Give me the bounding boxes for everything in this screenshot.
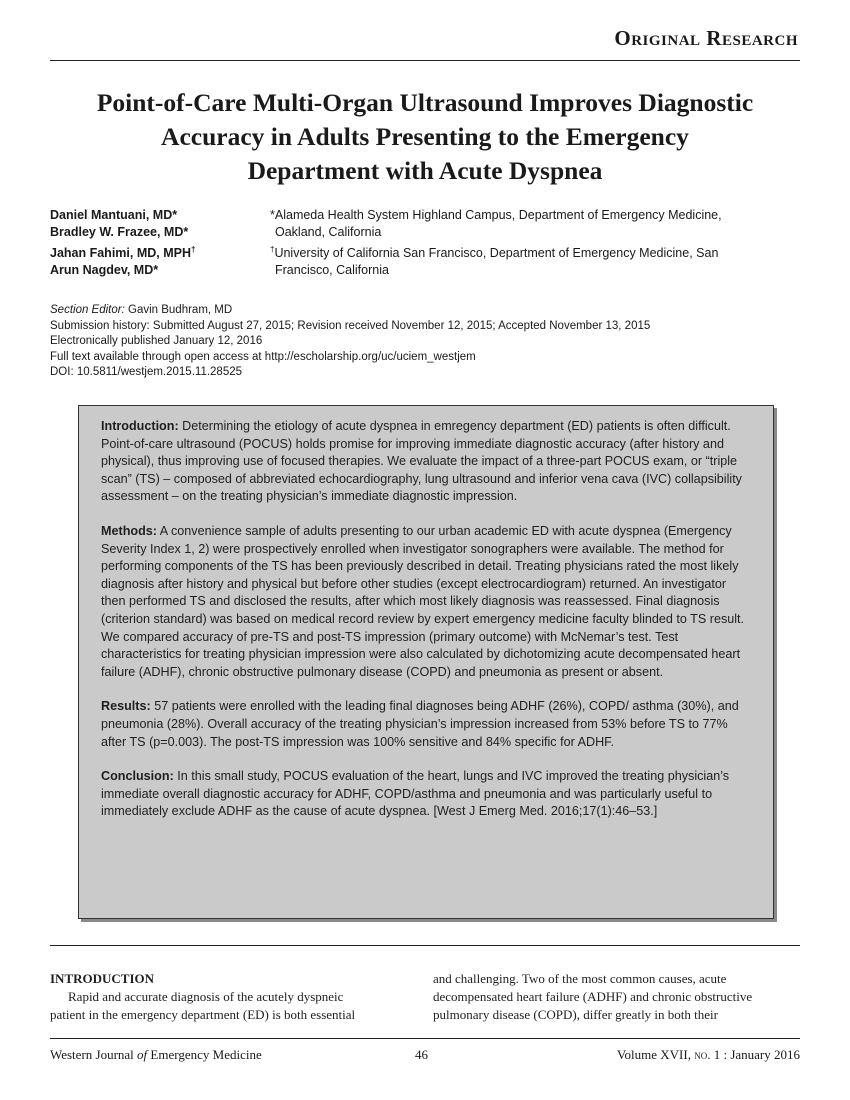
title-line: Point-of-Care Multi-Organ Ultrasound Improves Diagnostic xyxy=(96,88,754,117)
author: Jahan Fahimi, MD, MPH† xyxy=(50,245,196,261)
body-column-right xyxy=(433,970,778,1024)
top-divider xyxy=(50,60,800,61)
page-number: 46 xyxy=(415,1047,428,1062)
title-line: Department with Acute Dyspnea xyxy=(247,156,603,185)
abstract-methods: Methods: A convenience sample of adults presenting to our urban academic ED with acute dyspnea (Emergency Severity Index 1, 2) were prospectively enrolled when investigator sonographers were available. The method for performing components of the TS has been previously described in detail. Treating physicians rated the most likely diagnosis after history and physical but before other studies (except electrocardiogram) returned. An investigator then performed TS and disclosed the results, after which most likely diagnosis was reassessed. Final diagnosis (criterion standard) was based on medical record review by expert emergency medicine faculty blinded to TS result. We compared accuracy of pre-TS and post-TS impression (primary outcome) with McNemar’s test. Test characteristics for treating physician impression were also calculated by dichotomizing acute decompensated heart failure (ADHF), chronic obstructive pulmonary disease (COPD) and pneumonia as present or absent. xyxy=(101,523,745,679)
introduction-heading: INTRODUCTION xyxy=(50,971,155,986)
body-text-line: decompensated heart failure (ADHF) and chronic obstructive xyxy=(433,989,753,1004)
article-metadata xyxy=(50,303,800,381)
abstract-box xyxy=(78,405,774,919)
submission-history: Submission history: Submitted August 27, 2015; Revision received November 12, 2015; Accepted November 13, 2015 xyxy=(50,319,651,332)
journal-name: Western Journal of Emergency Medicine xyxy=(50,1047,262,1062)
affiliation: *Alameda Health System Highland Campus, Department of Emergency Medicine, xyxy=(270,208,722,222)
doi[interactable]: DOI: 10.5811/westjem.2015.11.28525 xyxy=(50,366,243,378)
abstract-conclusion: Conclusion: In this small study, POCUS evaluation of the heart, lungs and IVC improved the treating physician’s immediate overall diagnostic accuracy for ADHF, COPD/asthma and pneumonia and was particularly useful to immediately exclude ADHF as the cause of acute dyspnea. [West J Emerg Med. 2016;17(1):46–53.] xyxy=(101,769,730,819)
volume-info: Volume XVII, no. 1 : January 2016 xyxy=(616,1047,800,1062)
abstract-results: Results: 57 patients were enrolled with the leading final diagnoses being ADHF (26%), COPD/ asthma (30%), and pneumonia (28%). Overall accuracy of the treating physician’s impression increased from 53% before TS to 77% after TS (p=0.003). The post-TS impression was 100% sensitive and 84% specific for ADHF. xyxy=(101,699,739,749)
affiliation: †University of California San Francisco, Department of Emergency Medicine, San xyxy=(270,245,719,261)
section-editor: Section Editor: Gavin Budhram, MD xyxy=(50,304,233,316)
affiliation-list xyxy=(270,207,800,279)
footer-divider xyxy=(50,1038,800,1039)
body-column-left xyxy=(50,970,395,1024)
body-text-line: Rapid and accurate diagnosis of the acutely dyspneic xyxy=(68,989,344,1004)
published-date: Electronically published January 12, 2016 xyxy=(50,335,263,347)
affiliation-continued: Oakland, California xyxy=(275,225,382,239)
title-line: Accuracy in Adults Presenting to the Emergency xyxy=(161,122,689,151)
body-text-line: patient in the emergency department (ED) is both essential xyxy=(50,1007,356,1022)
article-title xyxy=(50,86,800,188)
full-text-link[interactable]: Full text available through open access at http://escholarship.org/uc/uciem_westjem xyxy=(50,350,476,363)
author: Bradley W. Frazee, MD* xyxy=(50,225,189,239)
author: Daniel Mantuani, MD* xyxy=(50,208,178,222)
section-label: Original Research xyxy=(614,26,798,50)
body-text-line: and challenging. Two of the most common causes, acute xyxy=(433,971,727,986)
mid-divider xyxy=(50,945,800,946)
abstract-introduction: Introduction: Determining the etiology of acute dyspnea in emregency department (ED) patients is often difficult. Point-of-care ultrasound (POCUS) holds promise for improving immediate diagnostic accuracy (after history and physical), thus improving use of focused therapies. We evaluate the impact of a three-part POCUS exam, or “triple scan” (TS) – composed of abbreviated echocardiography, lung ultrasound and inferior vena cava (IVC) collapsibility assessment – on the treating physician’s immediate diagnostic impression. xyxy=(101,419,742,504)
author-list xyxy=(50,207,260,279)
body-text-line: pulmonary disease (COPD), differ greatly in both their xyxy=(433,1007,718,1022)
author: Arun Nagdev, MD* xyxy=(50,263,159,278)
affiliation-continued: Francisco, California xyxy=(275,263,389,278)
